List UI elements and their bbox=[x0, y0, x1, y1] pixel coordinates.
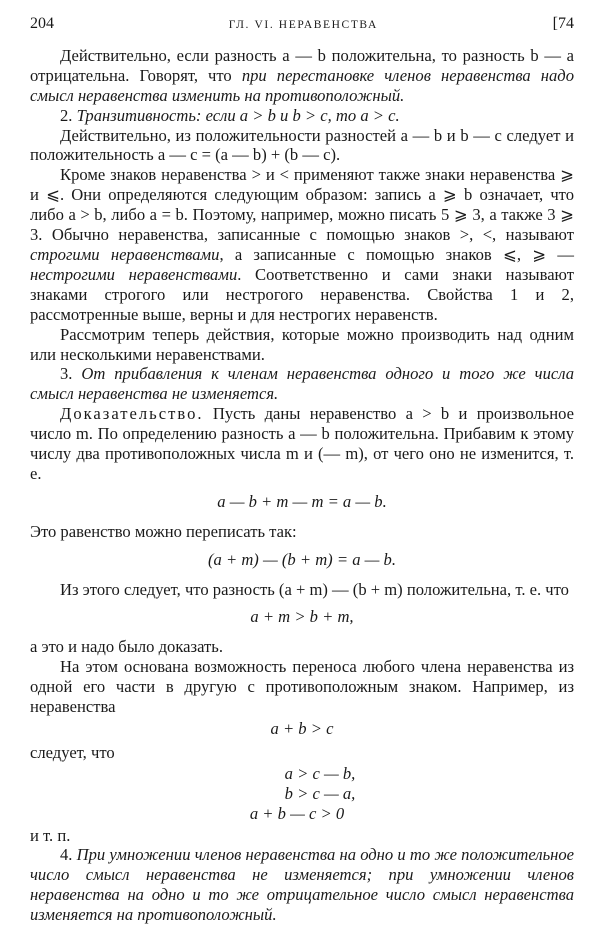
property-multiplication bbox=[30, 845, 574, 925]
property-number: 3. bbox=[60, 364, 82, 384]
system-line-2: b > c — a, bbox=[284, 783, 356, 803]
paragraph-text: Кроме знаков неравенства > и < применяют также знаки неравенства ⩾ и ⩽. Они определяются следующим образом: запись a ⩾ b означает, что либо a > b, либо a = b. Поэтому, например, можно писать 5 ⩾ 3, а также 3 ⩾ 3. Обычно неравенства, записанные с помощью знаков >, <, называют bbox=[30, 165, 574, 245]
paragraph-text: . Соответственно и сами знаки называют знаками строгого или нестрогого неравенства. Свойства 1 и 2, рассмотренные выше, верны и для нестрогих неравенств. bbox=[30, 264, 574, 324]
page-number: 204 bbox=[30, 15, 54, 32]
paragraph-transfer: На этом основана возможность переноса любого члена неравенства из одной его части в другую с противоположным знаком. Например, из неравенства bbox=[30, 657, 574, 717]
section-number: [74 bbox=[552, 15, 574, 32]
paragraph-text: Действительно, если разность a — b положительна, то разность b — a отрицательна. Говорят, что bbox=[30, 45, 574, 85]
italic-statement: От прибавления к членам неравенства одного и того же числа смысл неравенства не изменяется. bbox=[30, 364, 574, 404]
paragraph-text: , а записанные с помощью знаков ⩽, ⩾ — bbox=[219, 244, 574, 264]
property-transitivity bbox=[30, 106, 574, 126]
property-addition bbox=[30, 364, 574, 404]
paragraph-proof bbox=[30, 404, 574, 484]
term-strict: строгими неравенствами bbox=[30, 244, 220, 264]
term-nonstrict: нестрогими неравенствами bbox=[30, 264, 238, 284]
running-header bbox=[30, 14, 574, 36]
system-line-3: a + b — c > 0 bbox=[249, 803, 345, 823]
system-line-1: a > c — b, bbox=[284, 763, 356, 783]
paragraph-antisymmetry bbox=[30, 46, 574, 106]
paragraph-follows: следует, что bbox=[30, 742, 115, 762]
italic-statement: при перестановке членов неравенства надо смысл неравенства изменить на противоположный. bbox=[30, 65, 574, 105]
paragraph-text: Пусть даны неравенство a > b и произвольное число m. По определению разность a — b положительна. Прибавим к этому числу два противоположных числа m и (— m), от чего оно не изменится, т. е. bbox=[30, 404, 574, 483]
property-number: 2. bbox=[60, 105, 77, 125]
paragraph-qed: а это и надо было доказать. bbox=[30, 637, 223, 657]
italic-statement: Транзитивность: если a > b и b > c, то a > c. bbox=[76, 105, 400, 125]
italic-statement: При умножении членов неравенства на одно и то же положительное число смысл неравенства не изменяется; при умножении членов неравенства на одно и то же отрицательное число смысл неравенства изменяется на противоположный. bbox=[30, 845, 575, 925]
chapter-title: ГЛ. VI. НЕРАВЕНСТВА bbox=[228, 19, 378, 31]
equation-1: a — b + m — m = a — b. bbox=[217, 491, 387, 511]
property-number: 4. bbox=[60, 845, 77, 865]
equation-4: a + b > c bbox=[270, 719, 334, 738]
paragraph-transitivity-proof: Действительно, из положительности разностей a — b и b — c следует и положительность a — c = (a — b) + (b — c). bbox=[30, 125, 574, 165]
equation-3: a + m > b + m, bbox=[250, 607, 354, 627]
equation-system bbox=[30, 764, 574, 824]
paragraph-operations: Рассмотрим теперь действия, которые можно производить над одним или несколькими неравенствами. bbox=[30, 324, 574, 364]
paragraph-nonstrict bbox=[30, 165, 574, 324]
paragraph-rewrite: Это равенство можно переписать так: bbox=[30, 521, 297, 541]
equation-2: (a + m) — (b + m) = a — b. bbox=[208, 549, 396, 569]
proof-label: Доказательство. bbox=[60, 404, 204, 424]
paragraph-conclusion: Из этого следует, что разность (a + m) — (b + m) положительна, т. е. что bbox=[60, 579, 569, 599]
paragraph-etc: и т. п. bbox=[30, 825, 71, 845]
